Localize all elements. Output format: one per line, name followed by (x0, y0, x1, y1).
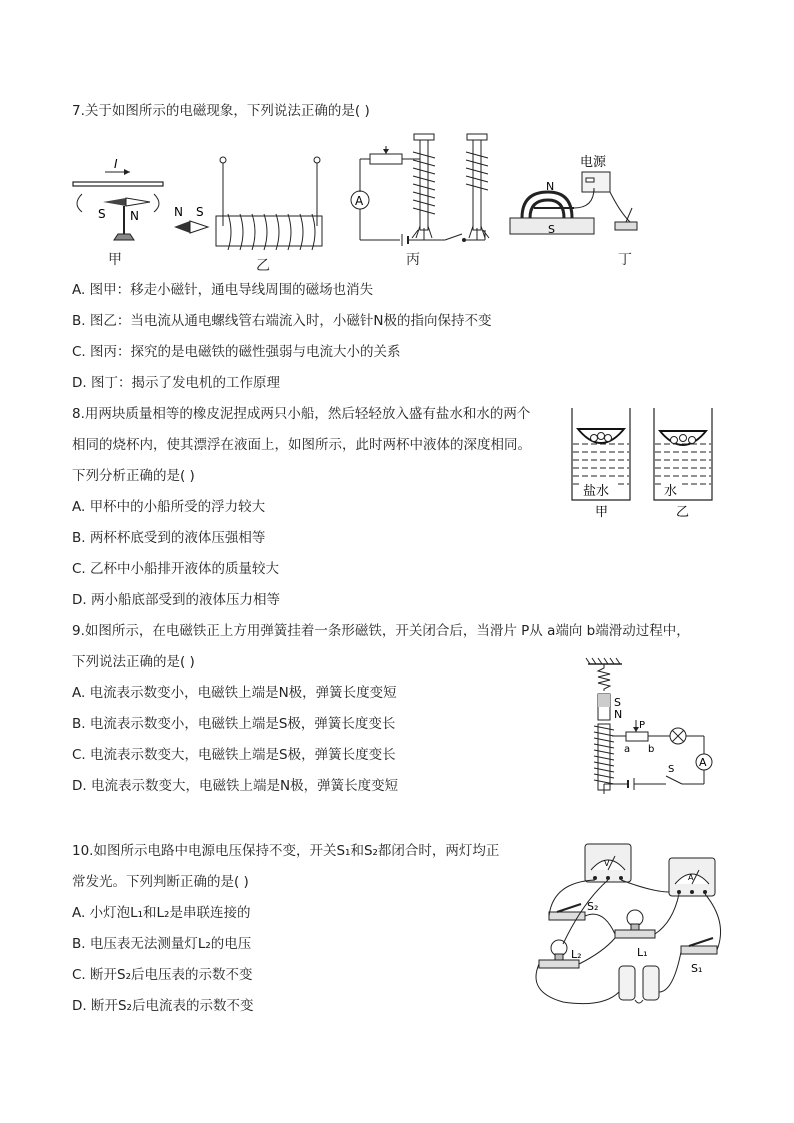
svg-text:L₂: L₂ (571, 948, 582, 961)
electromagnet (594, 724, 614, 790)
spring (598, 664, 610, 691)
s-label: S (98, 207, 106, 221)
voltmeter (585, 844, 631, 882)
q9-option-d[interactable]: D. 电流表示数变大，电磁铁上端是N极，弹簧长度变短 (72, 778, 399, 794)
beaker-jia (572, 408, 630, 520)
svg-text:P: P (639, 720, 646, 731)
q7-option-d[interactable]: D. 图丁：揭示了发电机的工作原理 (72, 375, 280, 391)
lamp (670, 728, 686, 744)
saltwater-label: 盐水 (583, 484, 610, 499)
question-7 (72, 96, 370, 127)
svg-text:N: N (614, 708, 623, 721)
svg-text:S: S (668, 764, 675, 775)
power-label: 电源 (580, 155, 607, 170)
q8-figure (568, 406, 718, 521)
question-10 (72, 836, 499, 1022)
q10-stem-line-1: 10.如图所示电路中电源电压保持不变，开关S₁和S₂都闭合时，两灯均正 (72, 843, 500, 859)
q7-options (72, 275, 491, 399)
q9-option-c[interactable]: C. 电流表示数变大，电磁铁上端是S极，弹簧长度变长 (72, 747, 396, 763)
svg-text:A: A (688, 873, 694, 882)
q9-stem-line-1: 9.如图所示，在电磁铁正上方用弹簧挂着一条形磁铁，开关闭合后，当滑片 P从 a端向 b端滑动过程中， (72, 623, 690, 639)
q8-stem-line-3: 下列分析正确的是( ) (72, 468, 195, 484)
q10-figure (523, 842, 728, 1012)
svg-text:V: V (604, 859, 610, 868)
switch (666, 776, 682, 784)
figure-label-jia: 甲 (595, 505, 609, 520)
fig-ding (510, 154, 637, 268)
svg-text:b: b (648, 744, 655, 755)
q9-option-b[interactable]: B. 电流表示数变小，电磁铁上端是S极，弹簧长度变长 (72, 716, 396, 732)
svg-text:S: S (614, 696, 621, 709)
compass-needle (174, 205, 208, 233)
fig-bing (351, 134, 489, 268)
fig-yi (216, 157, 322, 274)
q8-stem-line-2: 相同的烧杯内，使其漂浮在液面上，如图所示，此时两杯中液体的深度相同。 (72, 437, 531, 453)
q10-option-c[interactable]: C. 断开S₂后电压表的示数不变 (72, 967, 253, 983)
q8-option-b[interactable]: B. 两杯杯底受到的液体压强相等 (72, 530, 266, 546)
question-8 (72, 399, 531, 616)
lamp-l2 (539, 940, 582, 968)
svg-text:a: a (624, 744, 631, 755)
fig-jia (73, 157, 163, 268)
q8-stem-line-1: 8.用两块质量相等的橡皮泥捏成两只小船，然后轻轻放入盛有盐水和水的两个 (72, 406, 531, 422)
switch-s2 (549, 900, 598, 920)
svg-text:N: N (174, 205, 183, 219)
svg-text:S: S (548, 223, 555, 236)
lamp-l1 (615, 910, 655, 959)
q10-stem-line-2: 常发光。下列判断正确的是( ) (72, 874, 249, 890)
figure-label-jia: 甲 (108, 252, 122, 268)
q7-option-a[interactable]: A. 图甲：移走小磁针，通电导线周围的磁场也消失 (72, 282, 374, 298)
q8-option-d[interactable]: D. 两小船底部受到的液体压力相等 (72, 592, 280, 608)
ceiling (586, 658, 622, 664)
q8-option-c[interactable]: C. 乙杯中小船排开液体的质量较大 (72, 561, 280, 577)
q9-option-a[interactable]: A. 电流表示数变小，电磁铁上端是N极，弹簧长度变短 (72, 685, 397, 701)
svg-text:A: A (699, 756, 707, 769)
ammeter-label: A (355, 194, 364, 208)
q9-stem-line-2: 下列说法正确的是( ) (72, 654, 195, 670)
ammeter (669, 858, 715, 896)
rheostat (626, 732, 648, 741)
svg-text:L₁: L₁ (637, 946, 648, 959)
q7-stem: 7.关于如图所示的电磁现象，下列说法正确的是( ) (72, 103, 370, 119)
figure-label-yi: 乙 (676, 505, 690, 520)
svg-text:S: S (196, 205, 204, 219)
svg-text:S₁: S₁ (691, 962, 703, 975)
q10-option-a[interactable]: A. 小灯泡L₁和L₂是串联连接的 (72, 905, 251, 921)
batteries (619, 966, 659, 1000)
q7-option-c[interactable]: C. 图丙：探究的是电磁铁的磁性强弱与电流大小的关系 (72, 344, 401, 360)
figure-label-bing: 丙 (406, 252, 420, 268)
switch-s1 (681, 938, 717, 975)
svg-text:N: N (546, 180, 555, 193)
q8-option-a[interactable]: A. 甲杯中的小船所受的浮力较大 (72, 499, 266, 515)
q7-figure (70, 130, 670, 272)
q7-option-b[interactable]: B. 图乙：当电流从通电螺线管右端流入时，小磁针N极的指向保持不变 (72, 313, 492, 329)
water-label: 水 (664, 484, 678, 499)
q9-figure (582, 654, 722, 802)
figure-label-yi: 乙 (256, 258, 270, 274)
q10-option-b[interactable]: B. 电压表无法测量灯L₂的电压 (72, 936, 252, 952)
svg-text:S₂: S₂ (587, 900, 599, 913)
beaker-yi (654, 408, 712, 520)
n-label: N (130, 209, 139, 223)
figure-label-ding: 丁 (618, 252, 632, 268)
current-label: I (114, 157, 118, 171)
q10-option-d[interactable]: D. 断开S₂后电流表的示数不变 (72, 998, 254, 1014)
